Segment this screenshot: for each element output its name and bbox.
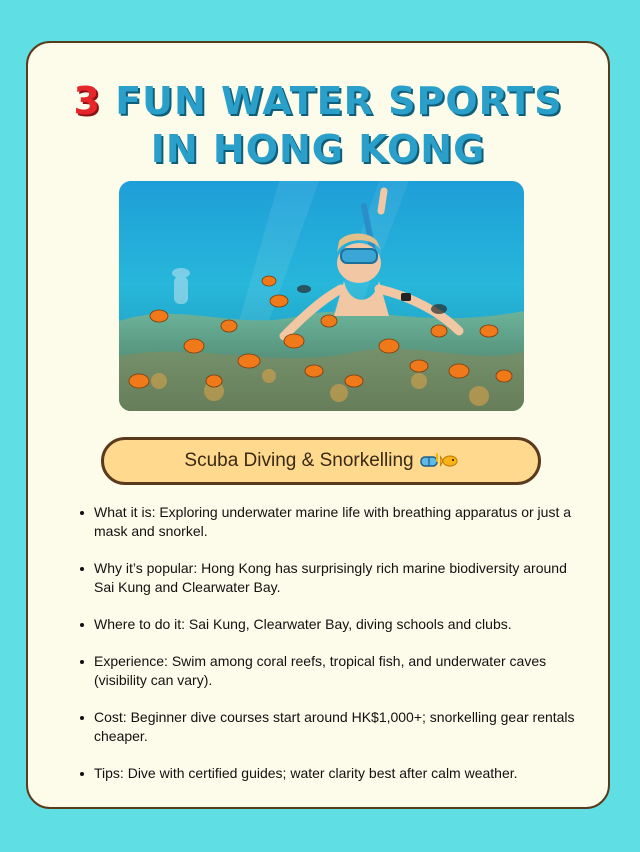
title-line-2: IN HONG KONG — [150, 127, 486, 171]
fish-icon — [440, 453, 458, 469]
title-line-1-text: FUN WATER SPORTS — [100, 79, 563, 123]
list-item-experience: Experience: Swim among coral reefs, tropical fish, and underwater caves (visibility can vary). — [80, 652, 585, 690]
section-label-text: Scuba Diving & Snorkelling — [184, 450, 414, 471]
list-item-why: Why it’s popular: Hong Kong has surprisingly rich marine biodiversity around Sai Kung and Clearwater Bay. — [80, 559, 585, 597]
list-item-what: What it is: Exploring underwater marine life with breathing apparatus or just a mask and snorkel. — [80, 503, 585, 541]
snorkelling-photo — [119, 181, 524, 411]
diving-mask-icon — [420, 453, 440, 469]
content-card — [26, 41, 610, 809]
list-item-cost: Cost: Beginner dive courses start around HK$1,000+; snorkelling gear rentals cheaper. — [80, 708, 585, 746]
section-label — [101, 437, 541, 485]
info-list — [80, 503, 585, 801]
title-line-1 — [28, 77, 608, 125]
list-item-tips: Tips: Dive with certified guides; water clarity best after calm weather. — [80, 764, 585, 783]
title-number: 3 — [73, 79, 101, 123]
snorkelling-photo-illustration — [119, 181, 524, 411]
section-label-icons — [420, 453, 458, 469]
list-item-where: Where to do it: Sai Kung, Clearwater Bay, diving schools and clubs. — [80, 615, 585, 634]
page-title — [28, 77, 608, 173]
